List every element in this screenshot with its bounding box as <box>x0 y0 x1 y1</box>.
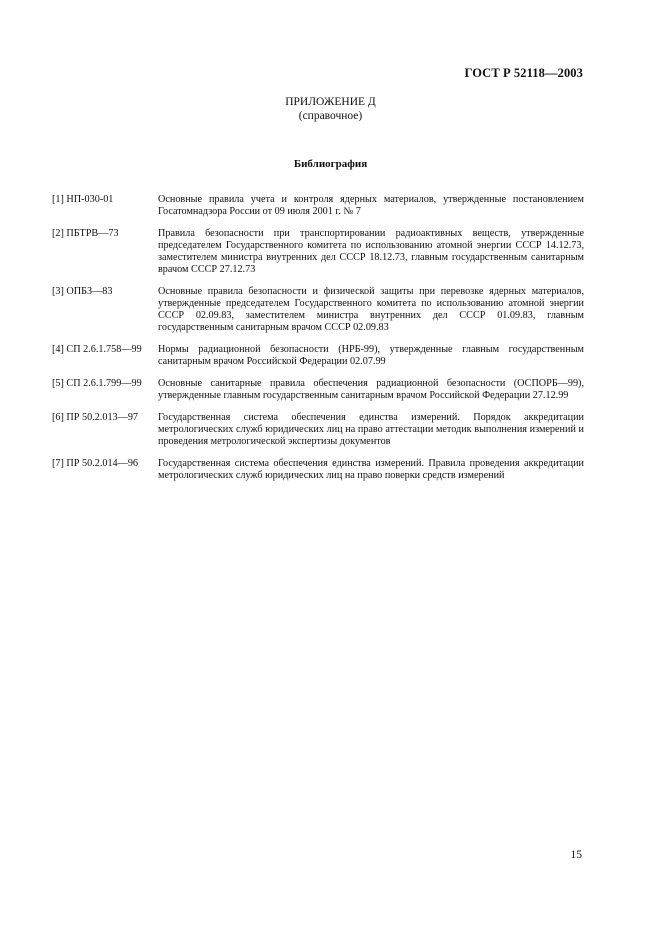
entry-description: Основные санитарные правила обеспечения радиационной безопасности (ОСПОРБ—99), утвержденные главным государственным санитарным врачом Российской Федерации 27.12.99 <box>158 378 584 401</box>
bibliography-entry <box>52 194 584 218</box>
entry-reference: [6] ПР 50.2.013—97 <box>52 412 139 423</box>
entry-reference: [2] ПБТРВ—73 <box>52 228 119 239</box>
bibliography-entry <box>52 378 584 402</box>
appendix-title: ПРИЛОЖЕНИЕ Д <box>285 96 376 108</box>
bibliography-entry <box>52 344 584 368</box>
bibliography-entry <box>52 228 584 276</box>
entry-description: Основные правила безопасности и физической защиты при перевозке ядерных материалов, утвержденные председателем Государственного комитета по использованию атомной энергии СССР 02.09.83, заместителем министра внутренних дел СССР 01.09.83, главным государственным санитарным врачом СССР 02.09.83 <box>158 286 584 333</box>
entry-reference: [3] ОПБЗ—83 <box>52 286 113 297</box>
entry-description: Нормы радиационной безопасности (НРБ-99), утвержденные главным государственным санитарным врачом Российской Федерации 02.07.99 <box>158 344 584 367</box>
entry-description: Правила безопасности при транспортировании радиоактивных веществ, утвержденные председателем Государственного комитета по использованию атомной энергии СССР 14.12.73, заместителем министра внутренних дел СССР 18.12.73, главным государственным санитарным врачом СССР 27.12.73 <box>158 228 584 275</box>
standard-code: ГОСТ Р 52118—2003 <box>464 66 583 80</box>
entry-reference: [7] ПР 50.2.014—96 <box>52 458 139 469</box>
appendix-heading <box>0 95 661 123</box>
entry-reference: [5] СП 2.6.1.799—99 <box>52 378 142 389</box>
bibliography-entry <box>52 286 584 334</box>
entry-reference: [1] НП-030-01 <box>52 194 114 205</box>
entry-description: Основные правила учета и контроля ядерных материалов, утвержденные постановлением Госатомнадзора России от 09 июля 2001 г. № 7 <box>158 194 584 217</box>
bibliography-list <box>52 194 584 492</box>
bibliography-title: Библиография <box>293 158 368 170</box>
page-number: 15 <box>570 849 582 861</box>
entry-description: Государственная система обеспечения единства измерений. Правила проведения аккредитации метрологических служб юридических лиц на право поверки средств измерений <box>158 458 584 481</box>
appendix-subtitle: (справочное) <box>298 110 363 122</box>
bibliography-entry <box>52 458 584 482</box>
entry-reference: [4] СП 2.6.1.758—99 <box>52 344 142 355</box>
bibliography-entry <box>52 412 584 448</box>
entry-description: Государственная система обеспечения единства измерений. Порядок аккредитации метрологических служб юридических лиц на право аттестации методик выполнения измерений и проведения метрологической экспертизы документов <box>158 412 584 447</box>
